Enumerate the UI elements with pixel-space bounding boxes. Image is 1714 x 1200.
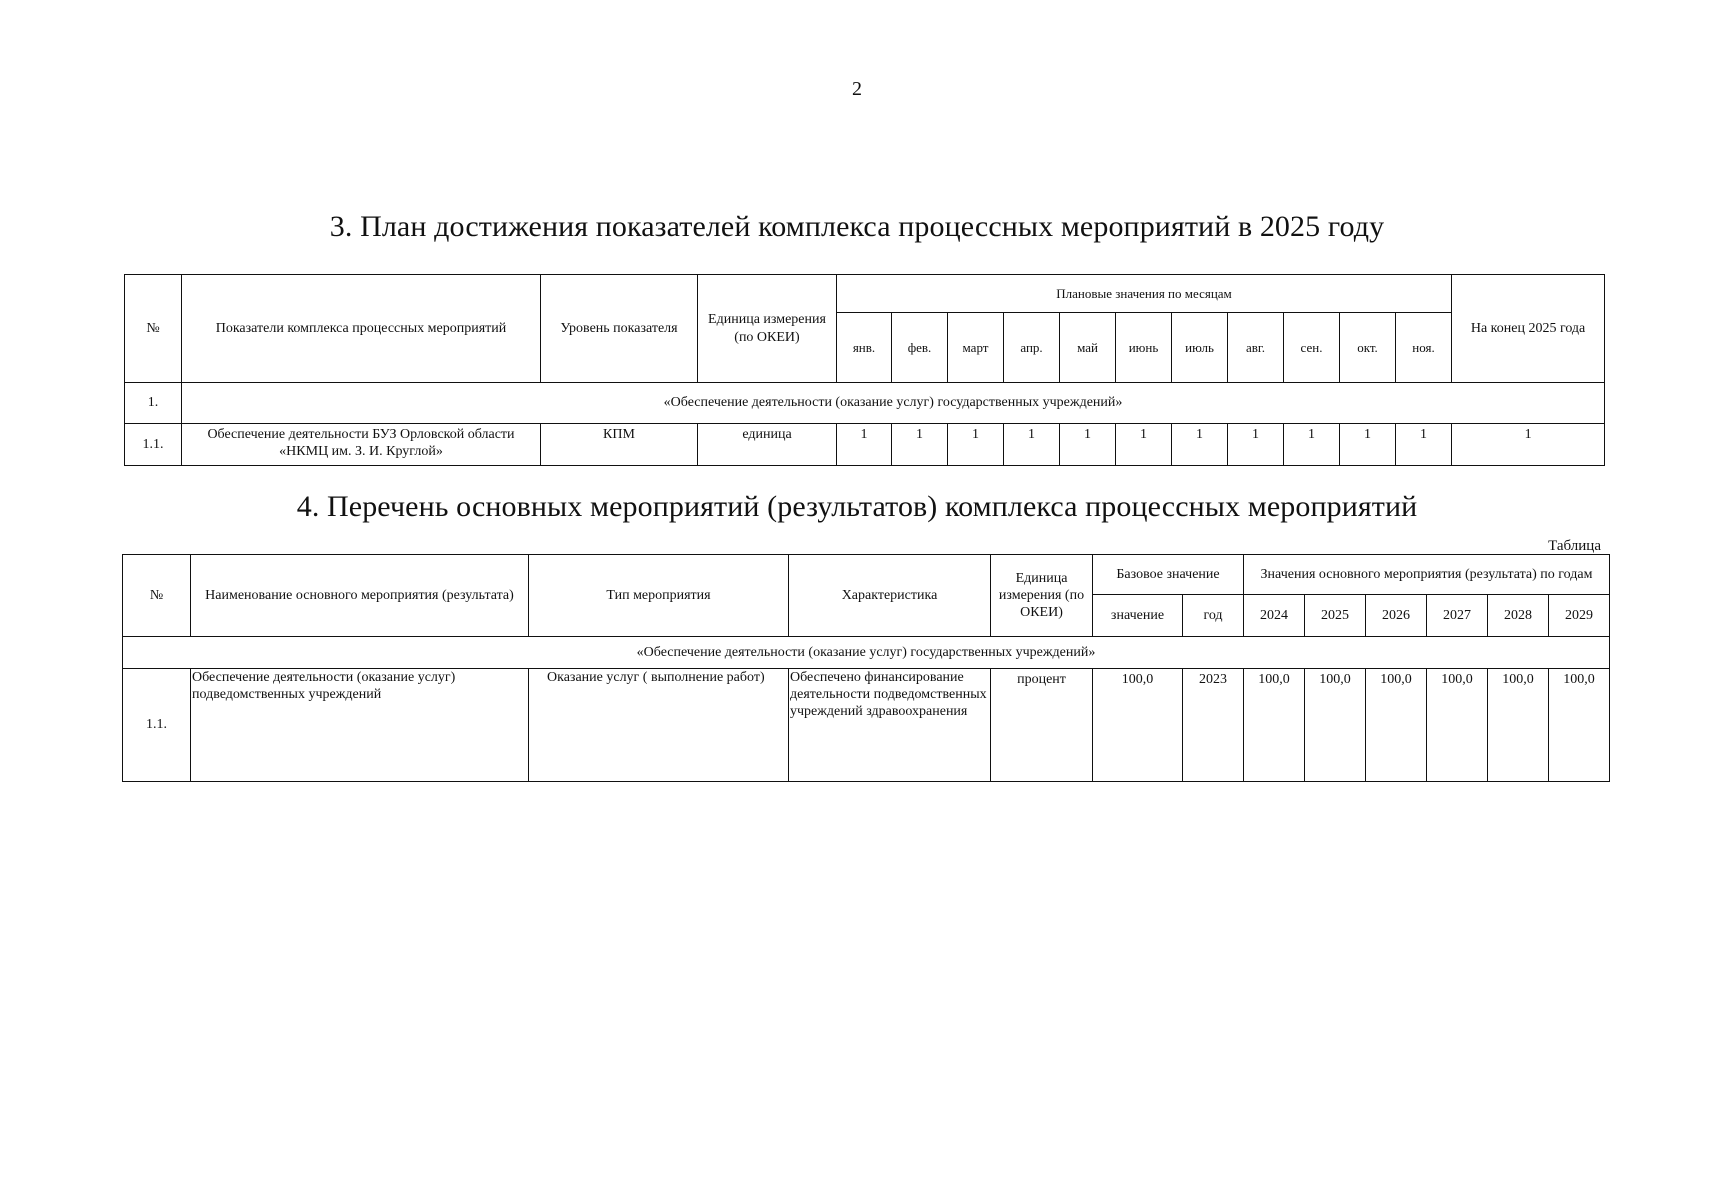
header-num: № [123, 555, 191, 637]
header-month-apr: апр. [1004, 313, 1060, 383]
header-num: № [125, 275, 182, 383]
row-unit: процент [991, 669, 1093, 782]
group-row-title: «Обеспечение деятельности (оказание услуг) государственных учреждений» [123, 637, 1610, 669]
header-month-sep: сен. [1284, 313, 1340, 383]
header-unit: Единица измерения (по ОКЕИ) [991, 555, 1093, 637]
row-year-value: 100,0 [1305, 669, 1366, 782]
header-year-2024: 2024 [1244, 595, 1305, 637]
header-level: Уровень показателя [541, 275, 698, 383]
group-row-num: 1. [125, 383, 182, 424]
row-month-value: 1 [948, 424, 1004, 466]
header-month-feb: фев. [892, 313, 948, 383]
header-month-mar: март [948, 313, 1004, 383]
header-year-2027: 2027 [1427, 595, 1488, 637]
header-month-oct: окт. [1340, 313, 1396, 383]
header-end-of-year: На конец 2025 года [1452, 275, 1605, 383]
row-month-value: 1 [1228, 424, 1284, 466]
row-num: 1.1. [123, 669, 191, 782]
row-activity-name: Обеспечение деятельности (оказание услуг) подведомственных учреждений [191, 669, 529, 782]
indicators-plan-table [124, 274, 1605, 466]
row-num: 1.1. [125, 424, 182, 466]
header-values-by-year: Значения основного мероприятия (результата) по годам [1244, 555, 1610, 595]
row-month-value: 1 [1060, 424, 1116, 466]
row-base-year: 2023 [1183, 669, 1244, 782]
row-year-value: 100,0 [1366, 669, 1427, 782]
header-month-jul: июль [1172, 313, 1228, 383]
section-4-title: 4. Перечень основных мероприятий (результатов) комплекса процессных мероприятий [296, 490, 1418, 523]
header-activity-name: Наименование основного мероприятия (результата) [191, 555, 529, 637]
row-month-value: 1 [1172, 424, 1228, 466]
header-month-jan: янв. [837, 313, 892, 383]
row-month-value: 1 [1396, 424, 1452, 466]
row-indicator-name: Обеспечение деятельности БУЗ Орловской области «НКМЦ им. З. И. Круглой» [182, 424, 541, 466]
header-characteristic: Характеристика [789, 555, 991, 637]
row-month-value: 1 [1340, 424, 1396, 466]
header-indicators: Показатели комплекса процессных мероприятий [182, 275, 541, 383]
main-activities-table [122, 554, 1610, 782]
table-row [125, 424, 1605, 466]
row-activity-type: Оказание услуг ( выполнение работ) [529, 669, 789, 782]
section-3-title: 3. План достижения показателей комплекса процессных мероприятий в 2025 году [329, 210, 1385, 243]
header-year-2028: 2028 [1488, 595, 1549, 637]
header-base-value-value: значение [1093, 595, 1183, 637]
header-base-value: Базовое значение [1093, 555, 1244, 595]
row-month-value: 1 [1116, 424, 1172, 466]
header-planned-by-month: Плановые значения по месяцам [837, 275, 1452, 313]
header-year-2026: 2026 [1366, 595, 1427, 637]
page-number: 2 [852, 78, 862, 100]
row-year-value: 100,0 [1244, 669, 1305, 782]
header-base-value-year: год [1183, 595, 1244, 637]
row-year-value: 100,0 [1549, 669, 1610, 782]
header-year-2025: 2025 [1305, 595, 1366, 637]
row-level: КПМ [541, 424, 698, 466]
table-caption: Таблица [1548, 538, 1601, 554]
row-year-value: 100,0 [1488, 669, 1549, 782]
header-month-nov: ноя. [1396, 313, 1452, 383]
row-month-value: 1 [1284, 424, 1340, 466]
header-month-jun: июнь [1116, 313, 1172, 383]
table-row [123, 669, 1610, 782]
group-row-title: «Обеспечение деятельности (оказание услуг) государственных учреждений» [182, 383, 1605, 424]
row-base-value: 100,0 [1093, 669, 1183, 782]
header-unit: Единица измерения (по ОКЕИ) [698, 275, 837, 383]
row-end-of-year-value: 1 [1452, 424, 1605, 466]
row-unit: единица [698, 424, 837, 466]
row-month-value: 1 [892, 424, 948, 466]
row-characteristic: Обеспечено финансирование деятельности подведомственных учреждений здравоохранения [789, 669, 991, 782]
header-month-aug: авг. [1228, 313, 1284, 383]
header-month-may: май [1060, 313, 1116, 383]
header-year-2029: 2029 [1549, 595, 1610, 637]
header-activity-type: Тип мероприятия [529, 555, 789, 637]
row-year-value: 100,0 [1427, 669, 1488, 782]
row-month-value: 1 [837, 424, 892, 466]
row-month-value: 1 [1004, 424, 1060, 466]
